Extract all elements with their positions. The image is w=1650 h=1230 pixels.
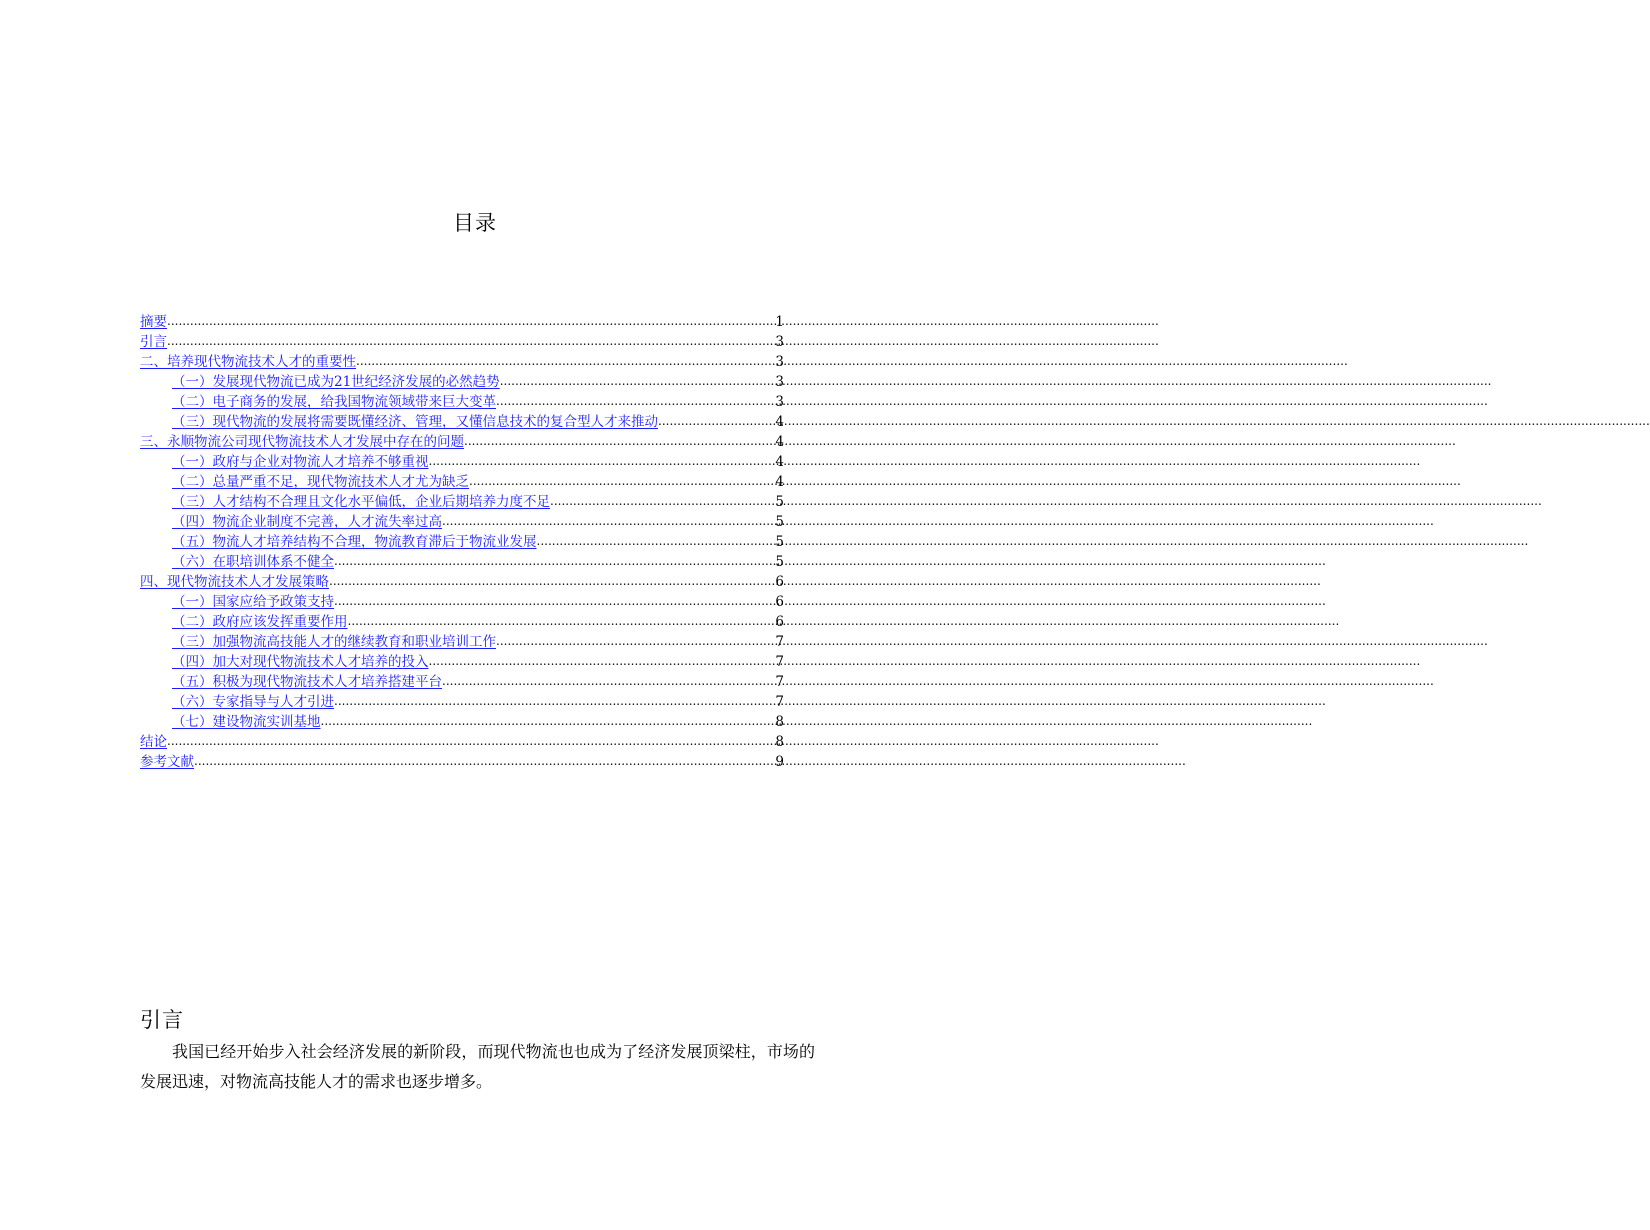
toc-entry[interactable] [140, 471, 784, 491]
toc-entry-link[interactable]: （二）政府应该发挥重要作用 [172, 614, 348, 630]
toc-page-number: 5 [775, 514, 784, 530]
toc-dot-leader [464, 432, 774, 450]
toc-dot-leader [167, 332, 774, 350]
toc-dot-leader [442, 512, 774, 530]
toc-dot-leader [334, 692, 774, 710]
toc-entry[interactable] [140, 671, 784, 691]
toc-entry-link[interactable]: （一）国家应给予政策支持 [172, 594, 334, 610]
toc-dot-leader [194, 752, 774, 770]
toc-dot-leader [348, 612, 775, 630]
toc-dot-leader [537, 532, 775, 550]
toc-page-number: 7 [775, 694, 784, 710]
toc-dot-leader [496, 392, 774, 410]
toc-entry-link[interactable]: （四）物流企业制度不完善，人才流失率过高 [172, 514, 442, 530]
toc-entry-link[interactable]: （六）在职培训体系不健全 [172, 554, 334, 570]
toc-entry[interactable] [140, 731, 784, 751]
toc-entry[interactable] [140, 691, 784, 711]
toc-entry[interactable] [140, 611, 784, 631]
toc-entry[interactable] [140, 551, 784, 571]
toc-entry-link[interactable]: （一）发展现代物流已成为21世纪经济发展的必然趋势 [172, 374, 500, 390]
toc-entry-link[interactable]: （五）积极为现代物流技术人才培养搭建平台 [172, 674, 442, 690]
toc-entry[interactable] [140, 571, 784, 591]
toc-entry[interactable] [140, 511, 784, 531]
toc-entry-link[interactable]: （一）政府与企业对物流人才培养不够重视 [172, 454, 429, 470]
toc-dot-leader [167, 732, 774, 750]
toc-dot-leader [334, 552, 774, 570]
toc-entry-link[interactable]: （三）加强物流高技能人才的继续教育和职业培训工作 [172, 634, 496, 650]
toc-entry-link[interactable]: 引言 [140, 334, 167, 350]
toc-entry[interactable] [140, 371, 784, 391]
toc-dot-leader [469, 472, 774, 490]
toc-page-number: 7 [775, 654, 784, 670]
toc-entry-link[interactable]: （三）人才结构不合理且文化水平偏低，企业后期培养力度不足 [172, 494, 550, 510]
toc-page-number: 6 [775, 614, 784, 630]
toc-dot-leader [329, 572, 774, 590]
toc-entry-link[interactable]: 三、永顺物流公司现代物流技术人才发展中存在的问题 [140, 434, 464, 450]
toc-page-number: 3 [775, 334, 784, 350]
toc-dot-leader [356, 352, 774, 370]
toc-entry[interactable] [140, 751, 784, 771]
toc-page-number: 5 [775, 554, 784, 570]
toc-page-number: 1 [775, 314, 784, 330]
toc-entry[interactable] [140, 311, 784, 331]
toc-entry-link[interactable]: 参考文献 [140, 754, 194, 770]
toc-entry-link[interactable]: （四）加大对现代物流技术人才培养的投入 [172, 654, 429, 670]
toc-page-number: 8 [775, 734, 784, 750]
toc-entry-link[interactable]: 摘要 [140, 314, 167, 330]
toc-entry[interactable] [140, 391, 784, 411]
toc-entry[interactable] [140, 591, 784, 611]
toc-page-number: 3 [775, 394, 784, 410]
toc-page-number: 7 [775, 634, 784, 650]
toc-page-number: 3 [775, 354, 784, 370]
toc-page-number: 5 [775, 534, 784, 550]
toc-dot-leader [496, 632, 774, 650]
toc-page-number: 4 [775, 434, 784, 450]
toc-entry[interactable] [140, 451, 784, 471]
toc-entry[interactable] [140, 491, 784, 511]
toc-page-number: 5 [775, 494, 784, 510]
toc-title: 目录 [453, 211, 497, 235]
toc-dot-leader [500, 372, 775, 390]
toc-entry[interactable] [140, 431, 784, 451]
toc-entry[interactable] [140, 411, 784, 431]
toc-entry-link[interactable]: （二）总量严重不足，现代物流技术人才尤为缺乏 [172, 474, 469, 490]
introduction-heading: 引言 [140, 1008, 184, 1032]
toc-page-number: 4 [775, 474, 784, 490]
toc-page-number: 6 [775, 574, 784, 590]
table-of-contents [140, 311, 784, 771]
toc-dot-leader [429, 452, 775, 470]
toc-dot-leader [550, 492, 774, 510]
toc-page-number: 4 [775, 414, 784, 430]
toc-page-number: 7 [775, 674, 784, 690]
toc-dot-leader [334, 592, 774, 610]
toc-entry-link[interactable]: （三）现代物流的发展将需要既懂经济、管理，又懂信息技术的复合型人才来推动 [172, 414, 658, 430]
toc-entry-link[interactable]: 结论 [140, 734, 167, 750]
toc-page-number: 6 [775, 594, 784, 610]
toc-entry[interactable] [140, 631, 784, 651]
toc-page-number: 9 [775, 754, 784, 770]
toc-entry[interactable] [140, 711, 784, 731]
toc-entry-link[interactable]: （七）建设物流实训基地 [172, 714, 321, 730]
toc-dot-leader [167, 312, 774, 330]
toc-dot-leader [429, 652, 775, 670]
toc-dot-leader [442, 672, 774, 690]
toc-entry[interactable] [140, 531, 784, 551]
toc-entry-link[interactable]: 二、培养现代物流技术人才的重要性 [140, 354, 356, 370]
toc-entry-link[interactable]: （二）电子商务的发展，给我国物流领域带来巨大变革 [172, 394, 496, 410]
toc-page-number: 3 [775, 374, 784, 390]
toc-entry-link[interactable]: 四、现代物流技术人才发展策略 [140, 574, 329, 590]
toc-entry[interactable] [140, 651, 784, 671]
toc-page-number: 4 [775, 454, 784, 470]
toc-entry[interactable] [140, 351, 784, 371]
toc-dot-leader [658, 412, 774, 430]
toc-page-number: 8 [775, 714, 784, 730]
toc-entry[interactable] [140, 331, 784, 351]
toc-dot-leader [321, 712, 775, 730]
toc-entry-link[interactable]: （六）专家指导与人才引进 [172, 694, 334, 710]
introduction-paragraph: 我国已经开始步入社会经济发展的新阶段，而现代物流也也成为了经济发展顶梁柱，市场的发展迅速，对物流高技能人才的需求也逐步增多。 [140, 1042, 815, 1091]
toc-entry-link[interactable]: （五）物流人才培养结构不合理，物流教育滞后于物流业发展 [172, 534, 537, 550]
